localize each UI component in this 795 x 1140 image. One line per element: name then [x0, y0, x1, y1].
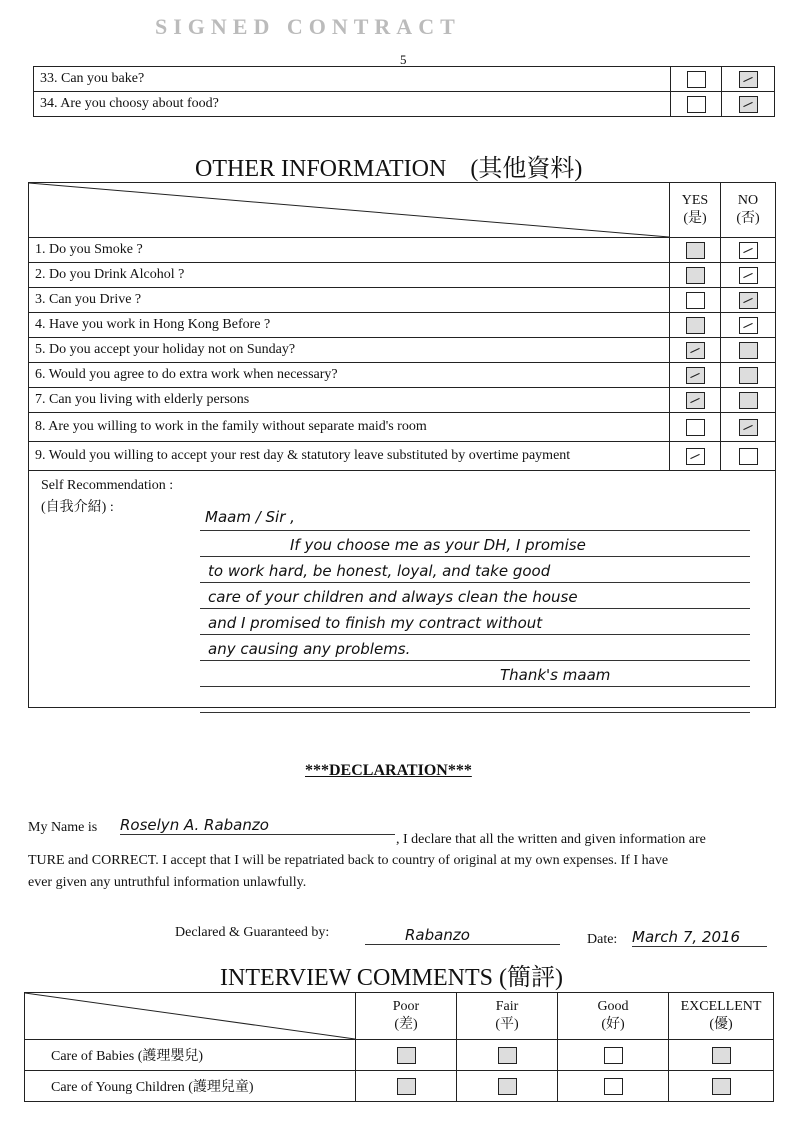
date-label: Date:	[587, 932, 618, 947]
question-text: 9. Would you willing to accept your rest day & statutory leave substituted by overtime payment	[29, 442, 670, 471]
row-label: Care of Young Children (護理兒童)	[25, 1071, 356, 1102]
question-text: 4. Have you work in Hong Kong Before ?	[29, 313, 670, 338]
diagonal-line	[29, 183, 669, 237]
table-row	[34, 67, 775, 92]
date-field[interactable]: March 7, 2016	[632, 928, 767, 947]
no-checkbox[interactable]	[739, 448, 758, 465]
declaration-text: , I declare that all the written and given information are	[396, 832, 706, 847]
section-title: OTHER INFORMATION (其他資料)	[195, 156, 583, 182]
question-text: 33. Can you bake?	[34, 67, 671, 92]
table-row	[34, 92, 775, 117]
top-questions-table	[33, 66, 775, 117]
column-header-poor: Poor (差)	[356, 993, 457, 1040]
no-checkbox[interactable]	[739, 242, 758, 259]
table-row	[29, 442, 776, 471]
no-checkbox[interactable]	[739, 317, 758, 334]
table-row	[29, 388, 776, 413]
no-checkbox[interactable]	[739, 267, 758, 284]
handwriting-line: Thank's maam	[500, 666, 611, 684]
table-row	[29, 338, 776, 363]
no-checkbox[interactable]	[739, 342, 758, 359]
handwriting-line: to work hard, be honest, loyal, and take good	[208, 562, 551, 580]
yes-checkbox[interactable]	[686, 242, 705, 259]
fair-checkbox[interactable]	[498, 1078, 517, 1095]
no-checkbox[interactable]	[739, 71, 758, 88]
table-header-row	[29, 183, 776, 238]
question-text: 6. Would you agree to do extra work when necessary?	[29, 363, 670, 388]
row-label: Care of Babies (護理嬰兒)	[25, 1040, 356, 1071]
good-checkbox[interactable]	[604, 1047, 623, 1064]
question-text: 34. Are you choosy about food?	[34, 92, 671, 117]
page-number: 5	[400, 52, 407, 67]
self-rec-label: Self Recommendation : (自我介紹) :	[41, 478, 174, 515]
declaration-text: ever given any untruthful information unlawfully.	[28, 875, 307, 890]
table-row	[29, 238, 776, 263]
signature-field[interactable]: Rabanzo	[365, 926, 560, 945]
yes-checkbox[interactable]	[686, 448, 705, 465]
yes-checkbox[interactable]	[686, 367, 705, 384]
question-text: 2. Do you Drink Alcohol ?	[29, 263, 670, 288]
yes-header: YES (是)	[670, 183, 721, 238]
table-row	[25, 1071, 774, 1102]
declaration-title: ***DECLARATION***	[305, 762, 472, 779]
question-text: 3. Can you Drive ?	[29, 288, 670, 313]
table-row	[29, 288, 776, 313]
yes-checkbox[interactable]	[687, 96, 706, 113]
table-row	[29, 363, 776, 388]
excellent-checkbox[interactable]	[712, 1047, 731, 1064]
good-checkbox[interactable]	[604, 1078, 623, 1095]
question-text: 7. Can you living with elderly persons	[29, 388, 670, 413]
diagonal-line	[25, 993, 355, 1039]
table-row	[29, 413, 776, 442]
yes-checkbox[interactable]	[687, 71, 706, 88]
column-header-fair: Fair (平)	[457, 993, 558, 1040]
handwriting-line: care of your children and always clean the house	[208, 588, 578, 606]
yes-checkbox[interactable]	[686, 267, 705, 284]
column-header-good: Good (好)	[558, 993, 669, 1040]
no-checkbox[interactable]	[739, 392, 758, 409]
question-text: 8. Are you willing to work in the family without separate maid's room	[29, 413, 670, 442]
yes-checkbox[interactable]	[686, 342, 705, 359]
handwriting-line: If you choose me as your DH, I promise	[290, 536, 586, 554]
no-checkbox[interactable]	[739, 96, 758, 113]
faded-header: SIGNED CONTRACT	[155, 14, 461, 39]
fair-checkbox[interactable]	[498, 1047, 517, 1064]
no-checkbox[interactable]	[739, 292, 758, 309]
yes-checkbox[interactable]	[686, 292, 705, 309]
table-row	[25, 1040, 774, 1071]
interview-table	[24, 992, 774, 1102]
table-row	[29, 263, 776, 288]
question-text: 1. Do you Smoke ?	[29, 238, 670, 263]
yes-checkbox[interactable]	[686, 419, 705, 436]
declaration-text: TURE and CORRECT. I accept that I will be repatriated back to country of original at my own expenses. If I have	[28, 853, 669, 868]
no-checkbox[interactable]	[739, 367, 758, 384]
poor-checkbox[interactable]	[397, 1047, 416, 1064]
handwriting-line: any causing any problems.	[208, 640, 411, 658]
diagonal-header-cell	[29, 183, 670, 238]
interview-title: INTERVIEW COMMENTS (簡評)	[220, 965, 563, 991]
yes-checkbox[interactable]	[686, 317, 705, 334]
yes-checkbox[interactable]	[686, 392, 705, 409]
name-label: My Name is	[28, 820, 98, 835]
declared-label: Declared & Guaranteed by:	[175, 925, 330, 940]
name-field[interactable]: Roselyn A. Rabanzo	[120, 816, 395, 835]
handwriting-line: Maam / Sir ,	[205, 508, 295, 526]
diagonal-header-cell	[25, 993, 356, 1040]
handwriting-line: and I promised to finish my contract without	[208, 614, 543, 632]
poor-checkbox[interactable]	[397, 1078, 416, 1095]
table-header-row	[25, 993, 774, 1040]
excellent-checkbox[interactable]	[712, 1078, 731, 1095]
question-text: 5. Do you accept your holiday not on Sunday?	[29, 338, 670, 363]
table-row	[29, 313, 776, 338]
no-header: NO (否)	[721, 183, 776, 238]
column-header-excellent: EXCELLENT (優)	[669, 993, 774, 1040]
no-checkbox[interactable]	[739, 419, 758, 436]
